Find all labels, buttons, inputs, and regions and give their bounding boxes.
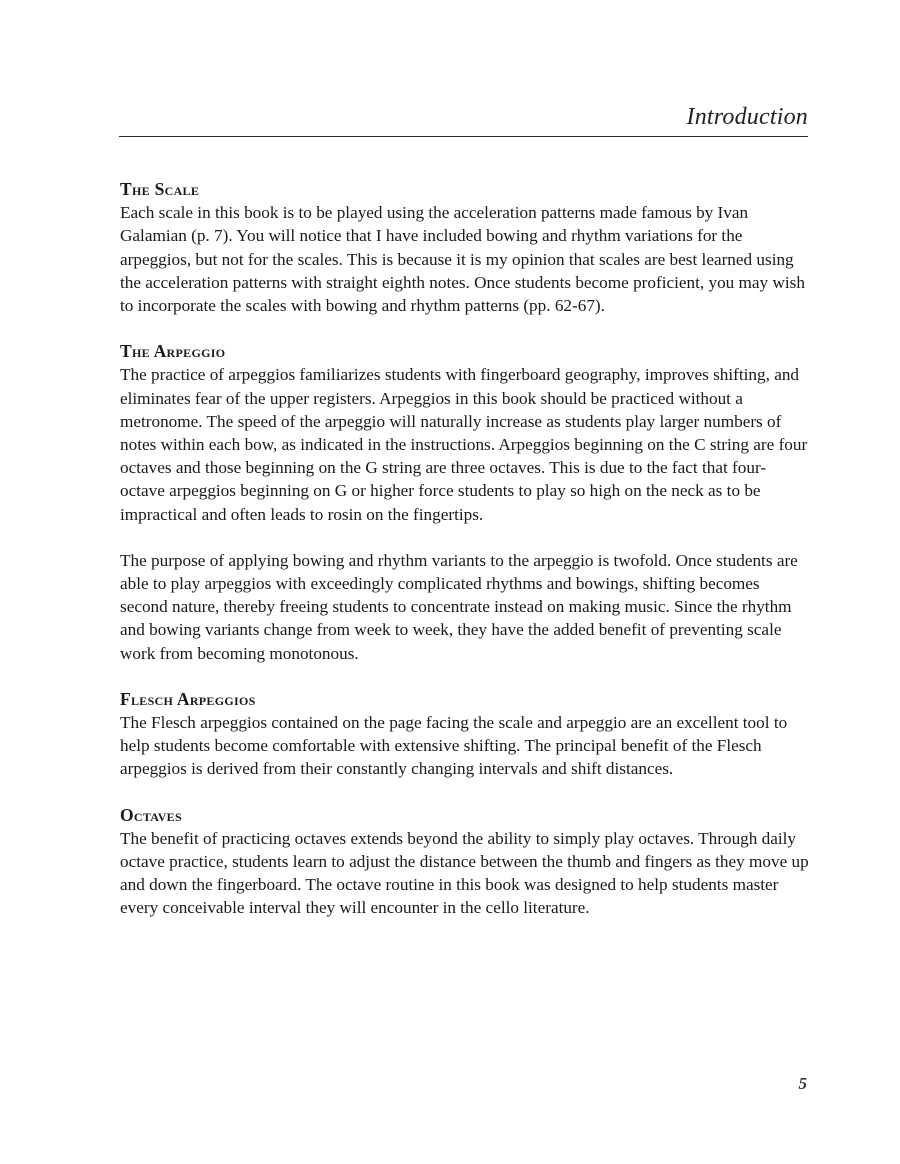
section-heading: The Scale <box>120 179 200 199</box>
section-the-arpeggio <box>120 340 810 665</box>
section-heading: Octaves <box>120 804 182 825</box>
paragraph: The Flesch arpeggios contained on the page facing the scale and arpeggio are an excellent tool to help students become comfortable with extensive shifting. The principal benefit of the Flesch arpeggios is derived from their constantly changing intervals and shift distances. <box>120 713 788 779</box>
running-head-title: Introduction <box>686 104 808 130</box>
paragraph: Each scale in this book is to be played using the acceleration patterns made famous by Ivan Galamian (p. 7). You will notice that I have included bowing and rhythm variations for the arpeggios, but not for the scales. This is because it is my opinion that scales are best learned using the acceleration patterns with straight eighth notes. Once students become proficient, you may wish to incorporate the scales with bowing and rhythm patterns (pp. 62-67). <box>120 203 805 316</box>
paragraph: The purpose of applying bowing and rhythm variants to the arpeggio is twofold. Once students are able to play arpeggios with exceedingly complicated rhythms and bowings, shifting becomes second nature, thereby freeing students to concentrate instead on making music. Since the rhythm and bowing variants change from week to week, they have the added benefit of preventing scale work from becoming monotonous. <box>120 550 798 663</box>
section-heading: Flesch Arpeggios <box>120 688 256 709</box>
section-flesch-arpeggios <box>120 688 810 781</box>
page-body <box>120 178 810 943</box>
page-number: 5 <box>798 1074 807 1093</box>
header-rule <box>119 136 808 137</box>
paragraph: The practice of arpeggios familiarizes students with fingerboard geography, improves shifting, and eliminates fear of the upper registers. Arpeggios in this book should be practiced without a metronome. The speed of the arpeggio will naturally increase as students play larger numbers of notes within each bow, as indicated in the instructions. Arpeggios beginning on the C string are four octaves and those beginning on the G string are three octaves. This is due to the fact that four-octave arpeggios beginning on G or higher force students to play so high on the neck as to be impractical and often leads to rosin on the fingertips. <box>120 365 808 524</box>
section-the-scale <box>120 178 810 317</box>
section-octaves <box>120 804 810 920</box>
section-heading: The Arpeggio <box>120 341 226 362</box>
paragraph: The benefit of practicing octaves extends beyond the ability to simply play octaves. Through daily octave practice, students learn to adjust the distance between the thumb and fingers as they move up and down the fingerboard. The octave routine in this book was designed to help students master every conceivable interval they will encounter in the cello literature. <box>120 828 809 918</box>
